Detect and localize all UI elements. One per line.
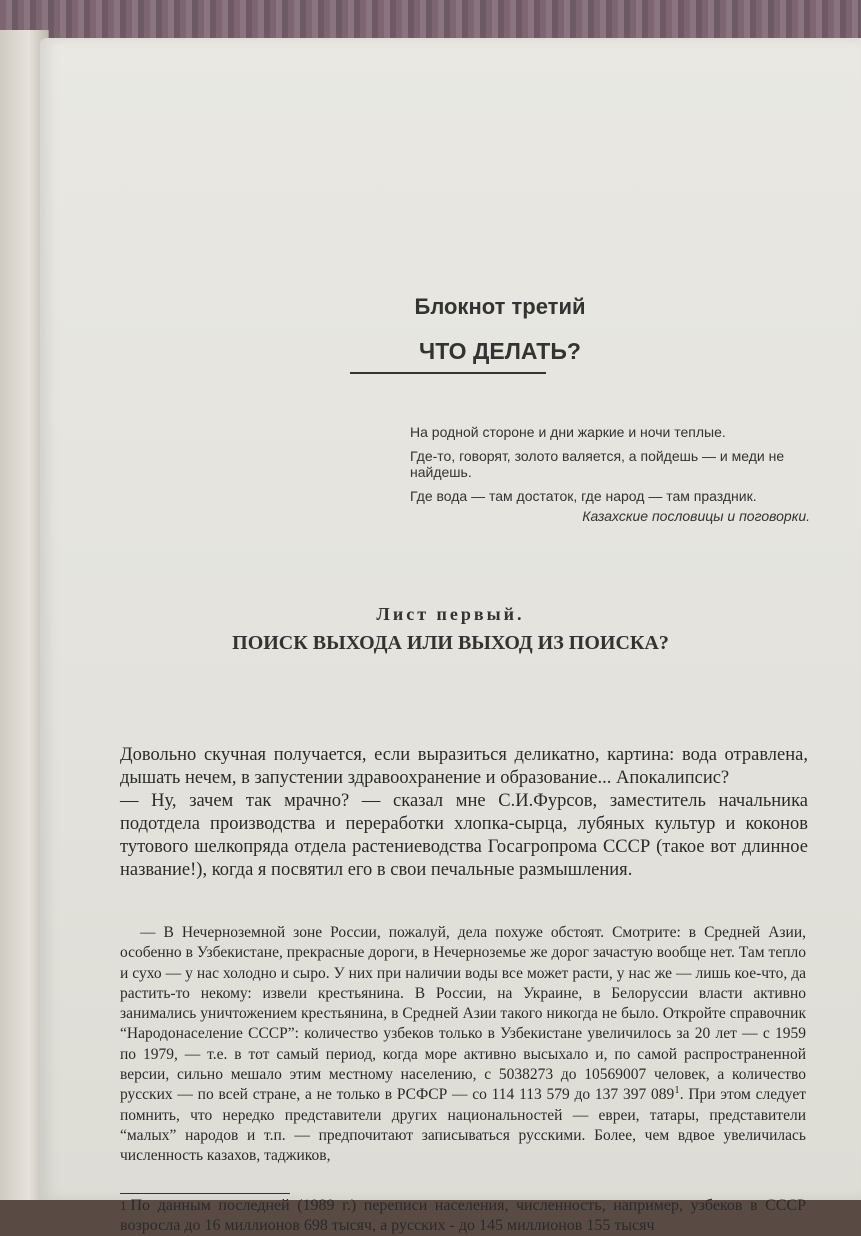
footnote-mark: 1 — [120, 1198, 127, 1213]
quote-paragraph-head: — В Нечерноземной зоне России, пожалуй, дела похуже обстоят. Смотрите: в Средней Азии, особенно в Узбекистане, прекрасные дороги, в Нечерноземье же дорог зачастую вообще нет. Там тепло и сухо — у нас холодно и сыро. У них при наличии воды все может расти, у нас же — лишь кое-что, да растить-то некому: извели крестьянина. В России, на Украине, в Белоруссии власти активно занимались уничтожением крестьянина, в Средней Азии такого никогда не было. Откройте справочник “Народонаселение СССР”: количество узбеков только в Узбекистане увеличилось за 20 лет — с 1959 по 1979, — т.е. в тот самый период, когда море активно высыхало и, по самой распространенной версии, сильно мешало этим местному населению, с 5038273 до 10569007 человек, а количество русских — по всей стране, а не только в РСФСР — со 114 113 579 до 137 397 089 — [120, 924, 806, 1104]
body-paragraph: — Ну, зачем так мрачно? — сказал мне С.И.Фурсов, заместитель начальника подотдела производства и переработки хлопка-сырца, лубяных культур и коконов тутового шелкопряда отдела растениеводства Госагропрома СССР (такое вот длинное название!), когда я посвятил его в свои печальные размышления. — [120, 791, 808, 880]
epigraph-line: На родной стороне и дни жаркие и ночи теплые. — [410, 424, 726, 440]
quote-paragraph — [120, 923, 806, 1167]
epigraph-source: Казахские пословицы и поговорки. — [582, 508, 810, 524]
book-page — [40, 38, 861, 1234]
backdrop-fabric — [0, 0, 861, 40]
footnote-text: По данным последней (1989 г.) переписи населения, численность, например, узбеков в СССР возросла до 16 миллионов 698 тысяч, а русских - до 145 миллионов 155 тысяч — [120, 1197, 806, 1234]
notebook-title: Блокнот третий — [414, 294, 586, 319]
sheet-subtitle: ПОИСК ВЫХОДА ИЛИ ВЫХОД ИЗ ПОИСКА? — [232, 632, 669, 654]
body-paragraph: Довольно скучная получается, если выразиться деликатно, картина: вода отравлена, дышать нечем, в запустении здравоохранение и образование... Апокалипсис? — [120, 745, 808, 788]
footnote — [120, 1196, 806, 1236]
epigraph-line: Где-то, говорят, золото валяется, а пойдешь — и меди не найдешь. — [410, 448, 785, 480]
chapter-title: ЧТО ДЕЛАТЬ? — [419, 338, 581, 364]
footnote-reference[interactable]: 1 — [674, 1084, 680, 1097]
quote-paragraph-tail: . При этом следует помнить, что нередко представители других национальностей — евреи, татары, представители “малых” народов и т.п. — предпочитают записываться русскими. Более, чем вдвое увеличилась численность казахов, таджиков, — [120, 1086, 806, 1165]
epigraph-line: Где вода — там достаток, где народ — там праздник. — [410, 488, 757, 504]
chapter-underline — [350, 372, 546, 374]
sheet-title: Лист первый. — [376, 604, 525, 624]
epigraph — [410, 424, 810, 532]
quote-text — [120, 923, 806, 1167]
main-text — [120, 744, 808, 882]
footnote-divider — [120, 1193, 290, 1194]
